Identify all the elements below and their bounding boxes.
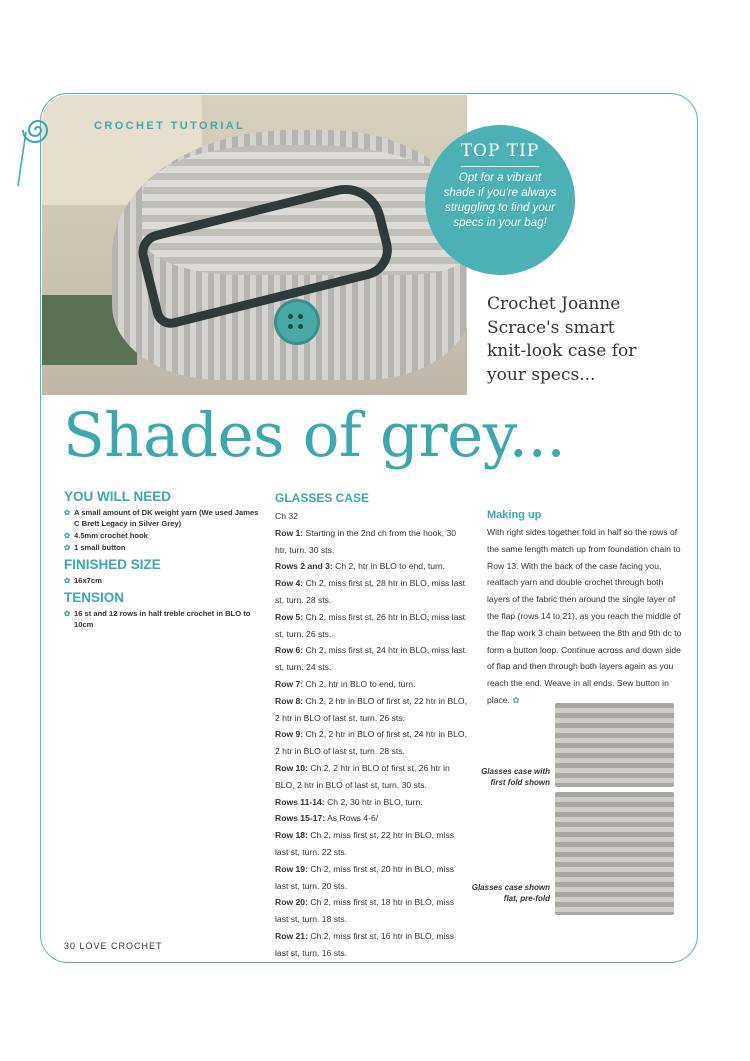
pattern-line [275,861,475,878]
row-text: st, turn. 28 sts. [275,594,332,605]
top-tip-line: struggling to find your [445,202,555,214]
row-label: Row 7: [275,678,304,689]
pattern-line [275,827,475,844]
row-text: last st, turn. 16 sts. [275,947,348,958]
tension-heading: TENSION [64,590,125,605]
glasses-case-heading: GLASSES CASE [275,491,370,505]
top-tip-badge [425,125,575,275]
caption-flat: Glasses case shown flat, pre-fold [471,883,550,903]
row-text: htr, turn. 30 sts. [275,544,335,555]
pattern-lines [275,508,475,962]
pattern-line [275,710,475,727]
pattern-line [275,693,475,710]
tension-item: ✿ 16 st and 12 rows in half treble crochet in BLO to 10cm [64,608,260,630]
page-footer: 30 LOVE CROCHET [64,941,163,951]
photo-first-fold [555,703,674,787]
row-label: Row 1: [275,527,304,538]
row-text: Ch 2, miss first st, 18 htr in BLO, miss [307,897,455,908]
button-hole [288,324,293,329]
pattern-line [275,928,475,945]
button-hole [298,314,303,319]
row-label: Rows 11-14: [275,796,325,807]
you-will-need-heading: YOU WILL NEED [64,489,172,504]
row-label: Rows 15-17: [275,813,326,824]
photo-flat [555,792,674,915]
row-text: Ch 2, miss first st, 26 htr in BLO, miss last [303,611,466,622]
row-text: Ch 2, htr in BLO to end, turn. [303,678,416,689]
row-label: Row 19: [275,863,308,874]
hero-photo [42,95,467,395]
row-label: Row 6: [275,645,304,656]
row-text: Starting in the 2nd ch from the hook, 30 [303,527,457,538]
case-button [274,299,320,345]
intro-line: Scrace's smart [487,317,615,338]
row-label: Rows 2 and 3: [275,561,333,572]
row-text: Ch 2, 2 htr in BLO of first st, 22 htr in BLO, [303,695,467,706]
making-up-text: With right sides together fold in half so the rows of the same length match up from foundation chain to Row 13. With the back of the case facing you, reattach yarn and double crochet through both layers of the fabric then around the single layer of the flap (rows 14 to 21), as you reach the middle of the flap work 3 chain between the 8th and 9th dc to form a button loop. Continue across and down side of flap and then through both layers again as you reach the end. Weave in all ends. Sew button in place. [487,527,682,705]
row-text: Ch 2, miss first st, 24 htr in BLO, miss last [303,645,466,656]
pattern-line [275,945,475,962]
pattern-line [275,525,475,542]
pattern-line [275,659,475,676]
button-hole [288,314,293,319]
row-text: Ch 2, 30 htr in BLO, turn. [324,796,423,807]
pattern-column [275,491,475,962]
pattern-line [275,508,475,525]
pattern-line [275,558,475,575]
materials-column [64,489,260,631]
row-text: Ch 2, 2 htr in BLO of first st, 24 htr in BLO, [303,729,467,740]
row-text: Ch 2, miss first st, 20 htr in BLO, miss [307,863,455,874]
row-text: 2 htr in BLO of last st, turn. 26 sts. [275,712,405,723]
row-label: Row 9: [275,729,304,740]
top-tip-line: specs in your bag! [453,217,547,229]
pattern-line [275,760,475,777]
top-tip-line: Opt for a vibrant [458,172,542,184]
row-text: last st, turn. 20 sts. [275,880,348,891]
pattern-line [275,642,475,659]
row-label: Row 5: [275,611,304,622]
row-text: Ch 2, miss first st, 28 htr in BLO, miss last [303,578,466,589]
row-label: Row 18: [275,830,308,841]
pattern-line [275,911,475,928]
making-up-column [487,509,683,709]
pattern-line [275,626,475,643]
intro-standfirst [487,293,667,387]
top-tip-line: shade if you're always [443,187,557,199]
row-text: As Rows 4-6/ [325,813,379,824]
button-hole [298,324,303,329]
row-label: Row 20: [275,897,308,908]
pattern-line [275,676,475,693]
intro-line: knit-look case for [487,341,637,361]
row-label: Row 10: [275,762,308,773]
material-item: ✿ 1 small button [64,542,260,553]
row-label: Row 21: [275,930,308,941]
spiral-logo-icon [16,108,52,188]
row-text: Ch 2, miss first st, 22 htr in BLO, miss [307,830,455,841]
making-up-heading: Making up [487,509,542,521]
finished-size-item: ✿ 16x7cm [64,575,260,586]
pattern-line [275,542,475,559]
top-tip-divider [461,166,539,167]
caption-first-fold: Glasses case with first fold shown [481,767,550,787]
finished-size-heading: FINISHED SIZE [64,557,161,572]
pattern-line [275,810,475,827]
top-tip-body [441,171,559,231]
material-item: ✿ 4.5mm crochet hook [64,530,260,541]
row-text: last st, turn. 18 sts. [275,914,348,925]
pattern-line [275,726,475,743]
section-label: CROCHET TUTORIAL [94,120,246,132]
material-item: ✿ A small amount of DK weight yarn (We used James C Brett Legacy in Silver Grey) [64,507,260,529]
page-title: Shades of grey... [63,400,566,471]
pattern-line [275,794,475,811]
pattern-line [275,575,475,592]
top-tip-title: TOP TIP [460,141,540,161]
row-text: st, turn. 26 sts. [275,628,332,639]
row-text: BLO, 2 htr in BLO of last st, turn. 30 sts. [275,779,427,790]
pattern-line [275,844,475,861]
pattern-line [275,609,475,626]
pattern-line [275,894,475,911]
row-label: Row 8: [275,695,304,706]
row-text: Ch 32 [275,511,298,521]
row-text: st, turn. 24 sts. [275,662,332,673]
pattern-line [275,592,475,609]
pattern-line [275,777,475,794]
end-mark-icon: ✿ [512,694,520,705]
intro-line: your specs... [487,364,596,385]
row-text: Ch 2, htr in BLO to end, turn. [332,561,446,572]
making-up-body [487,524,683,709]
row-text: Ch 2, 2 htr in BLO of first st, 26 htr in [307,762,450,773]
row-label: Row 4: [275,578,304,589]
row-text: 2 htr in BLO of last st, turn. 28 sts. [275,746,405,757]
intro-line: Crochet Joanne [487,294,621,314]
row-text: Ch 2, miss first st, 16 htr in BLO, miss [307,930,455,941]
pattern-line [275,878,475,895]
pattern-line [275,743,475,760]
row-text: last st, turn. 22 sts. [275,846,348,857]
